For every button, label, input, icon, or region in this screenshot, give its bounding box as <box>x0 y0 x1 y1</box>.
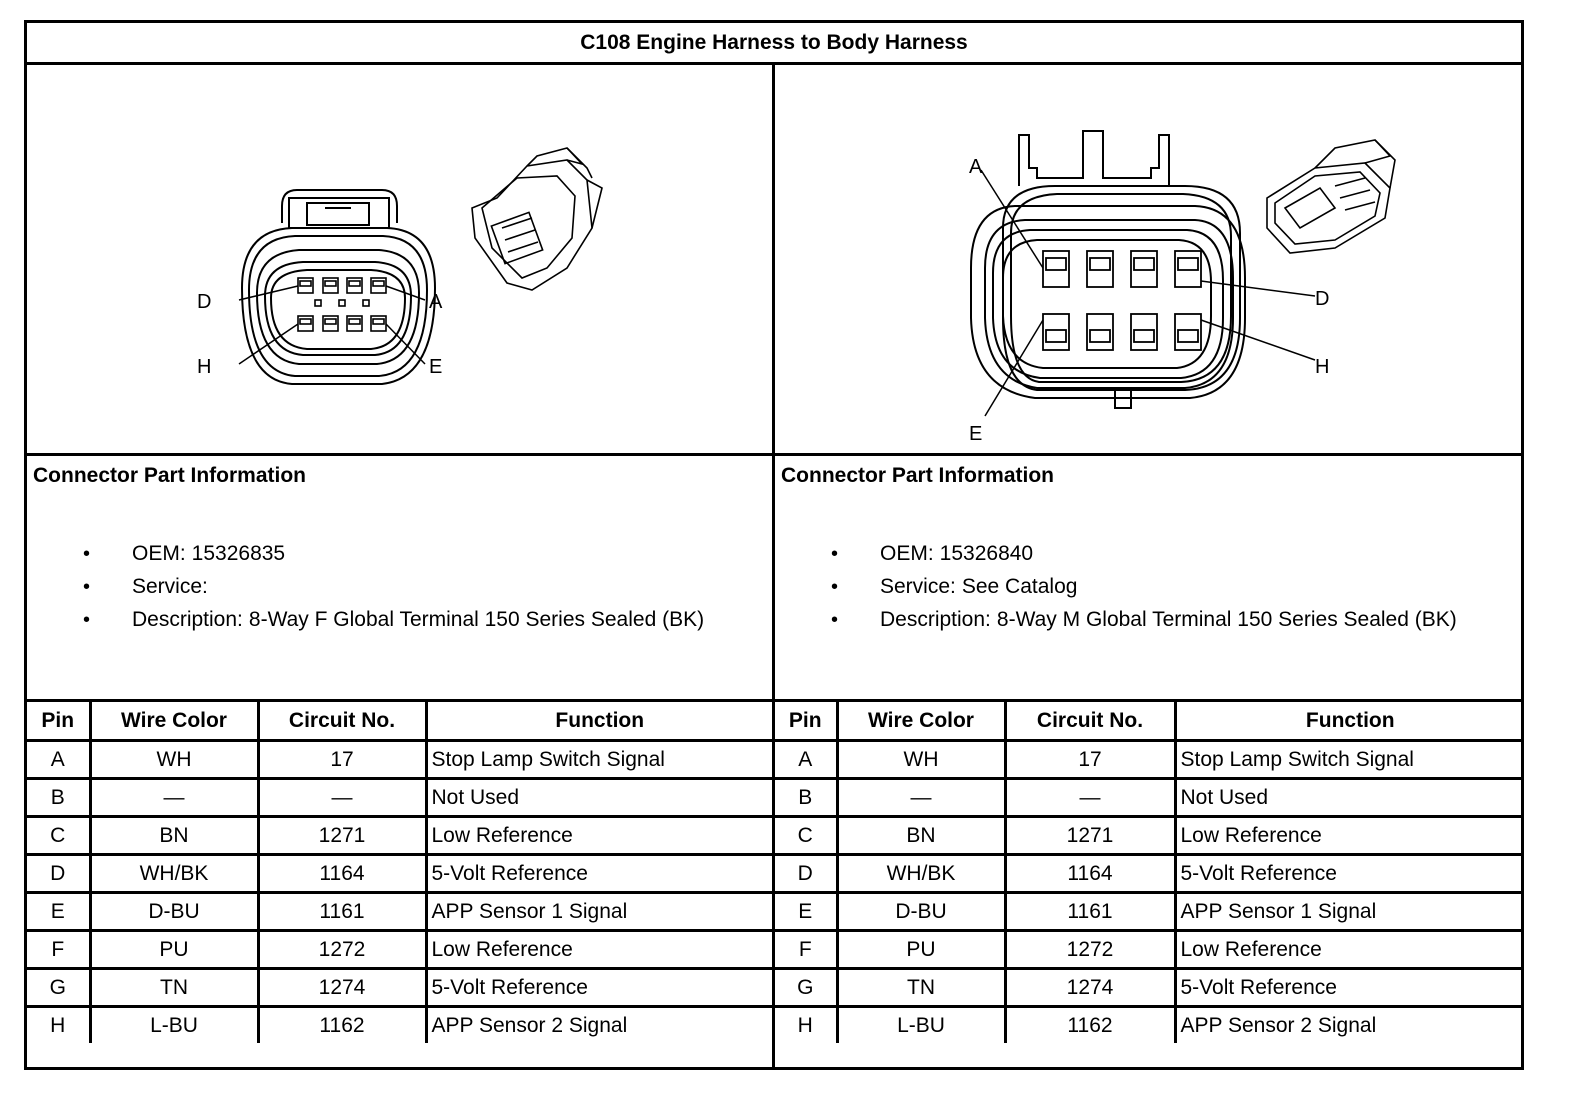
col-circuit-no: Circuit No. <box>1005 702 1175 741</box>
male-connector-thumbnail-icon <box>1267 140 1395 253</box>
table-header <box>27 702 772 741</box>
pin-cell: B <box>775 779 837 817</box>
function-cell: 5-Volt Reference <box>426 969 772 1007</box>
pin-cell: C <box>775 817 837 855</box>
label-d: D <box>1315 288 1330 310</box>
function-cell: APP Sensor 2 Signal <box>426 1007 772 1044</box>
wire-cell: BN <box>837 817 1005 855</box>
pin-cell: F <box>775 931 837 969</box>
connector-sheet <box>24 20 1524 1070</box>
wire-cell: PU <box>90 931 258 969</box>
function-cell: 5-Volt Reference <box>1175 855 1524 893</box>
function-cell: APP Sensor 1 Signal <box>426 893 772 931</box>
page-title: C108 Engine Harness to Body Harness <box>27 23 1521 65</box>
female-connector-thumbnail-icon <box>472 148 602 290</box>
female-connector-diagram <box>27 68 772 453</box>
table-row <box>27 817 772 855</box>
label-h: H <box>1315 356 1330 378</box>
label-e: E <box>969 423 983 445</box>
function-cell: Low Reference <box>426 931 772 969</box>
oem-item: • OEM: 15326840 <box>781 540 1518 568</box>
circuit-cell: 1161 <box>258 893 426 931</box>
wire-cell: — <box>837 779 1005 817</box>
table-row <box>775 741 1524 779</box>
label-a: A <box>429 291 443 313</box>
label-a: A <box>969 156 983 178</box>
right-part-info <box>775 456 1524 699</box>
wire-cell: — <box>90 779 258 817</box>
wire-cell: WH <box>837 741 1005 779</box>
part-info-heading: Connector Part Information <box>33 464 307 487</box>
wire-cell: PU <box>837 931 1005 969</box>
oem-item: • OEM: 15326835 <box>33 540 766 568</box>
table-row <box>775 855 1524 893</box>
left-pin-table <box>27 702 772 1043</box>
part-info-list <box>33 540 766 634</box>
part-info-heading: Connector Part Information <box>781 464 1055 487</box>
wire-cell: BN <box>90 817 258 855</box>
pin-cell: A <box>27 741 90 779</box>
function-cell: Low Reference <box>1175 817 1524 855</box>
pin-cell: E <box>27 893 90 931</box>
circuit-cell: — <box>1005 779 1175 817</box>
circuit-cell: 17 <box>258 741 426 779</box>
function-cell: 5-Volt Reference <box>426 855 772 893</box>
wire-cell: TN <box>837 969 1005 1007</box>
pin-cell: H <box>27 1007 90 1044</box>
label-e: E <box>429 356 443 378</box>
circuit-cell: 1272 <box>258 931 426 969</box>
pin-cell: B <box>27 779 90 817</box>
wire-cell: WH <box>90 741 258 779</box>
table-row <box>775 817 1524 855</box>
col-function: Function <box>426 702 772 741</box>
table-row <box>775 969 1524 1007</box>
wire-cell: D-BU <box>90 893 258 931</box>
col-pin: Pin <box>775 702 837 741</box>
service-item: • Service: <box>33 573 766 601</box>
circuit-cell: 1164 <box>258 855 426 893</box>
description-item: • Description: 8-Way M Global Terminal 150 Series Sealed (BK) <box>781 606 1518 634</box>
function-cell: Not Used <box>1175 779 1524 817</box>
pin-cell: F <box>27 931 90 969</box>
function-cell: 5-Volt Reference <box>1175 969 1524 1007</box>
part-info-list <box>781 540 1518 634</box>
table-row <box>27 893 772 931</box>
wire-cell: L-BU <box>837 1007 1005 1044</box>
table-row <box>27 1007 772 1044</box>
col-pin: Pin <box>27 702 90 741</box>
wire-cell: WH/BK <box>90 855 258 893</box>
pin-cell: D <box>775 855 837 893</box>
wire-cell: TN <box>90 969 258 1007</box>
circuit-cell: 1274 <box>1005 969 1175 1007</box>
col-wire-color: Wire Color <box>90 702 258 741</box>
circuit-cell: 1271 <box>258 817 426 855</box>
wire-cell: WH/BK <box>837 855 1005 893</box>
table-row <box>27 969 772 1007</box>
pin-cell: A <box>775 741 837 779</box>
col-wire-color: Wire Color <box>837 702 1005 741</box>
wire-cell: D-BU <box>837 893 1005 931</box>
circuit-cell: 1162 <box>258 1007 426 1044</box>
circuit-cell: 1271 <box>1005 817 1175 855</box>
circuit-cell: 1164 <box>1005 855 1175 893</box>
table-row <box>27 741 772 779</box>
pin-cell: H <box>775 1007 837 1044</box>
right-pin-table <box>775 702 1524 1043</box>
col-function: Function <box>1175 702 1524 741</box>
table-row <box>27 855 772 893</box>
table-row <box>27 779 772 817</box>
table-header <box>775 702 1524 741</box>
male-connector-diagram <box>775 68 1524 453</box>
col-circuit-no: Circuit No. <box>258 702 426 741</box>
function-cell: Stop Lamp Switch Signal <box>426 741 772 779</box>
pin-cell: G <box>27 969 90 1007</box>
circuit-cell: — <box>258 779 426 817</box>
circuit-cell: 1272 <box>1005 931 1175 969</box>
pin-cell: E <box>775 893 837 931</box>
function-cell: APP Sensor 1 Signal <box>1175 893 1524 931</box>
table-row <box>27 931 772 969</box>
circuit-cell: 1162 <box>1005 1007 1175 1044</box>
table-row <box>775 893 1524 931</box>
pin-cell: C <box>27 817 90 855</box>
pin-cell: G <box>775 969 837 1007</box>
function-cell: APP Sensor 2 Signal <box>1175 1007 1524 1044</box>
service-item: • Service: See Catalog <box>781 573 1518 601</box>
table-row <box>775 931 1524 969</box>
label-d: D <box>197 291 212 313</box>
function-cell: Low Reference <box>426 817 772 855</box>
description-item: • Description: 8-Way F Global Terminal 150 Series Sealed (BK) <box>33 606 766 634</box>
function-cell: Low Reference <box>1175 931 1524 969</box>
pin-cell: D <box>27 855 90 893</box>
circuit-cell: 1274 <box>258 969 426 1007</box>
left-part-info <box>27 456 772 699</box>
function-cell: Not Used <box>426 779 772 817</box>
male-connector-face-icon <box>971 131 1315 416</box>
female-connector-face-icon <box>239 190 435 384</box>
function-cell: Stop Lamp Switch Signal <box>1175 741 1524 779</box>
circuit-cell: 17 <box>1005 741 1175 779</box>
circuit-cell: 1161 <box>1005 893 1175 931</box>
wire-cell: L-BU <box>90 1007 258 1044</box>
label-h: H <box>197 356 212 378</box>
table-row <box>775 1007 1524 1044</box>
table-row <box>775 779 1524 817</box>
